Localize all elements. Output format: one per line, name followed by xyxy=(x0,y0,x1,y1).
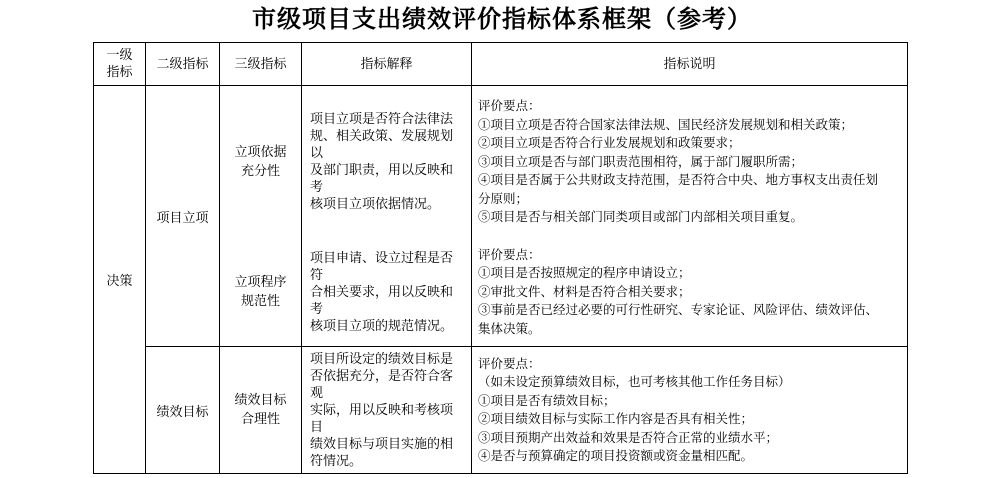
explanation-cell xyxy=(302,86,472,239)
description-cell xyxy=(472,238,908,347)
table-row xyxy=(94,86,908,239)
explanation-line: 项目申请、设立过程是否符 xyxy=(310,250,454,283)
explanation-line: 否依据充分，是否符合客观 xyxy=(310,368,454,401)
level2-cell: 项目立项 xyxy=(146,86,220,347)
explanation-line: 项目所设定的绩效目标是 xyxy=(310,351,454,367)
description-line: ③事前是否已经过必要的可行性研究、专家论证、风险评估、绩效评估、 xyxy=(478,302,879,318)
description-line: 集体决策。 xyxy=(478,320,541,336)
level3-cell xyxy=(220,86,302,239)
header-level1-line1: 一级 xyxy=(106,48,133,63)
explanation-line: 项目立项是否符合法律法 xyxy=(310,112,454,127)
header-level1-line2: 指标 xyxy=(106,65,133,80)
description-line: （如未设定预算绩效目标，也可考核其他工作任务目标） xyxy=(478,374,791,389)
description-line: 分原则； xyxy=(478,190,529,206)
level3-line: 绩效目标 xyxy=(234,393,287,408)
explanation-cell xyxy=(302,238,472,347)
explanation-line: 核项目立项的规范情况。 xyxy=(310,318,454,334)
explanation-line: 符情况。 xyxy=(310,453,363,469)
description-cell xyxy=(472,86,908,239)
level3-line: 充分性 xyxy=(240,164,280,179)
description-line: ④是否与预算确定的项目投资额或资金量相匹配。 xyxy=(478,448,754,463)
description-line: ⑤项目是否与相关部门同类项目或部门内部相关项目重复。 xyxy=(478,209,804,225)
description-line: ③项目预期产出效益和效果是否符合正常的业绩水平； xyxy=(478,429,779,445)
level2-cell: 绩效目标 xyxy=(146,347,220,474)
description-line: 评价要点： xyxy=(478,355,541,371)
header-level2: 二级指标 xyxy=(146,43,220,86)
level3-line: 立项程序 xyxy=(234,275,287,290)
header-description: 指标说明 xyxy=(472,43,908,86)
level3-line: 立项依据 xyxy=(234,145,287,160)
description-line: ①项目立项是否符合国家法律法规、国民经济发展规划和相关政策； xyxy=(478,116,854,132)
header-explanation: 指标解释 xyxy=(302,43,472,86)
table-header-row xyxy=(94,43,908,86)
explanation-line: 规、相关政策、发展规划以 xyxy=(310,129,454,161)
explanation-line: 绩效目标与项目实施的相 xyxy=(310,436,454,452)
level1-cell: 决策 xyxy=(94,86,146,474)
explanation-line: 核项目立项依据情况。 xyxy=(310,197,441,212)
header-level3: 三级指标 xyxy=(220,43,302,86)
table-row xyxy=(94,347,908,474)
header-level1 xyxy=(94,43,146,86)
description-line: ②项目绩效目标与实际工作内容是否具有相关性； xyxy=(478,411,754,426)
explanation-line: 实际，用以反映和考核项目 xyxy=(310,402,454,435)
description-line: ④项目是否属于公共财政支持范围，是否符合中央、地方事权支出责任划 xyxy=(478,172,879,188)
page-title: 市级项目支出绩效评价指标体系框架（参考） xyxy=(252,4,752,33)
level3-cell xyxy=(220,347,302,474)
description-line: 评价要点： xyxy=(478,246,541,262)
indicator-table xyxy=(93,42,908,474)
level3-cell xyxy=(220,238,302,347)
description-line: ①项目是否有绩效目标； xyxy=(478,392,616,408)
description-line: ③项目立项是否与部门职责范围相符，属于部门履职所需； xyxy=(478,153,804,169)
description-cell xyxy=(472,347,908,474)
description-line: ②项目立项是否符合行业发展规划和政策要求； xyxy=(478,135,741,151)
explanation-line: 及部门职责，用以反映和考 xyxy=(310,163,454,195)
explanation-cell xyxy=(302,347,472,474)
description-line: 评价要点： xyxy=(478,98,541,114)
level3-line: 规范性 xyxy=(240,294,280,309)
level3-line: 合理性 xyxy=(240,412,280,427)
description-line: ①项目是否按照规定的程序申请设立； xyxy=(478,265,691,281)
explanation-line: 合相关要求，用以反映和考 xyxy=(310,284,454,317)
description-line: ②审批文件、材料是否符合相关要求； xyxy=(478,283,691,299)
